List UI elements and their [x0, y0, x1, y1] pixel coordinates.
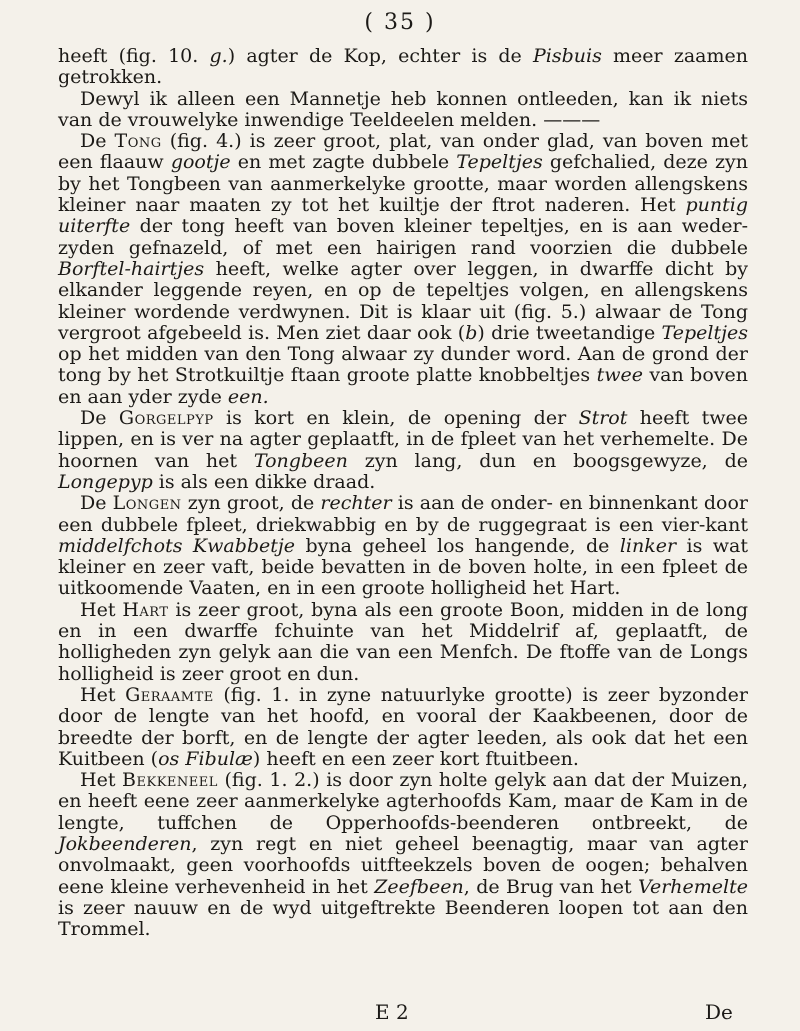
- italic-term: Strot: [578, 407, 628, 430]
- text-run: zyn lang, dun en boogsgewyze, de: [347, 449, 748, 472]
- section-keyword: Hart: [122, 598, 169, 621]
- text-run: is als een dikke draad.: [152, 470, 376, 493]
- text-run: zyn groot, de: [181, 492, 321, 515]
- italic-term: Verhemelte: [637, 875, 748, 898]
- italic-term: linker: [619, 534, 677, 557]
- italic-term: Tepeltjes: [661, 321, 748, 344]
- paragraph-3: [58, 131, 748, 408]
- signature-mark: E 2: [375, 1000, 409, 1024]
- italic-term: g.: [209, 45, 228, 67]
- paragraph-7: [58, 685, 748, 770]
- text-run: is aan de onder- en binnenkant door een dubbele fpleet, driekwabbig en by de ruggegraat is een vier-kant: [58, 492, 748, 536]
- text-run: De: [80, 492, 113, 515]
- text-run: Dewyl ik alleen een Mannetje heb konnen ontleeden, kan ik niets van de vrouwelyke inwendige Teeldeelen melden. ———: [58, 87, 748, 131]
- section-keyword: Gorgelpyp: [118, 407, 214, 430]
- italic-term: Pisbuis: [533, 45, 602, 67]
- text-run: heeft, welke agter over leggen, in dwarffe dicht by elkander leggende reyen, en op de tepeltjes volgen, en allengskens kleiner wordende verdwynen. Dit is klaar uit (fig. 5.) alwaar de Tong vergroot afgebeeld is. Men ziet daar ook (: [58, 257, 748, 344]
- section-keyword: Tong: [114, 130, 162, 153]
- text-run: ) drie tweetandige: [477, 321, 662, 344]
- text-run: is kort en klein, de opening der: [213, 407, 579, 430]
- italic-term: rechter: [320, 492, 392, 515]
- paragraph-4: [58, 408, 748, 493]
- text-run: is zeer nauuw en de wyd uitgeftrekte Beenderen loopen tot aan den Trommel.: [58, 896, 748, 941]
- italic-term: twee: [596, 364, 643, 387]
- italic-term: os Fibulæ: [158, 747, 253, 770]
- text-run: (fig. 1. 2.) is door zyn holte gelyk aan dat der Muizen, en heeft eene zeer aanmerkelyke agterhoofds Kam, maar de Kam in de lengte, tuffchen de Opperhoofds-beenderen ontbreekt, de: [58, 769, 748, 834]
- text-run: der tong heeft van boven kleiner tepeltjes, en is aan weder-zyden gefnazeld, of met een hairigen rand voorzien die dubbele: [58, 215, 748, 259]
- text-run: Het: [80, 769, 123, 792]
- text-run: heeft twee lippen, en is ver na agter geplaatft, in de fpleet van het verhemelte. De hoornen van het: [58, 407, 749, 472]
- text-run: , de Brug van het: [463, 875, 638, 898]
- text-run: , zyn regt en niet geheel beenagtig, maar van agter onvolmaakt, geen voorhoofds uitfteekzels boven de oogen; behalven eene kleine verhevenheid in het: [58, 832, 748, 898]
- section-keyword: Longen: [112, 492, 182, 515]
- text-run: is zeer groot, byna als een groote Boon, midden in de long en in een dwarffe fchuinte van het Middelrif af, geplaatft, de holligheden zyn gelyk aan die van een Menfch. De ftoffe van de Longs holligheid is zeer groot en dun.: [58, 598, 748, 685]
- text-run: van boven en aan yder zyde: [58, 364, 748, 408]
- text-run: meer zaamen getrokken.: [58, 45, 748, 89]
- italic-term: Tongbeen: [253, 449, 348, 472]
- italic-term: een.: [227, 385, 269, 408]
- text-run: heeft (fig. 10.: [58, 45, 210, 67]
- italic-term: b: [465, 321, 478, 344]
- text-run: is wat kleiner en zeer vaft, beide bevatten in de boven holte, in een fpleet de uitkoomende Vaaten, en in een groote holligheid het Hart.: [58, 534, 748, 600]
- italic-term: Longepyp: [58, 470, 153, 493]
- text-run: (fig. 4.) is zeer groot, plat, van onder glad, van boven met een flaauw: [58, 130, 748, 174]
- italic-term: Borftel-hairtjes: [58, 257, 205, 280]
- text-run: Het: [80, 598, 123, 621]
- text-run: ) agter de Kop, echter is de: [227, 45, 533, 67]
- catchword: De: [705, 1000, 733, 1024]
- text-run: De: [80, 130, 115, 153]
- italic-term: puntig uiterfte: [58, 194, 748, 238]
- italic-term: Tepeltjes: [456, 151, 543, 174]
- italic-term: gootje: [170, 151, 231, 174]
- paragraph-8: [58, 770, 748, 940]
- paragraph-6: [58, 600, 748, 685]
- paragraph-5: [58, 493, 748, 599]
- text-run: (fig. 1. in zyne natuurlyke grootte) is zeer byzonder door de lengte van het hoofd, en vooral der Kaakbeenen, door de breedte der borft, en de lengte der agter leeden, als ook dat het een Kuitbeen (: [58, 683, 748, 770]
- italic-term: middelfchots Kwabbetje: [58, 534, 296, 557]
- paragraph-2: [58, 89, 748, 132]
- text-run: gefchalied, deze zyn by het Tongbeen van aanmerkelyke grootte, maar worden allengskens kleiner naar maaten zy tot het kuiltje der ftrot naderen. Het: [58, 151, 749, 217]
- text-run: De: [80, 407, 119, 430]
- page-number: ( 35 ): [364, 10, 436, 35]
- text-run: en met zagte dubbele: [230, 151, 457, 174]
- italic-term: Zeefbeen: [374, 875, 464, 898]
- text-run: ) heeft en een zeer kort ftuitbeen.: [252, 747, 579, 770]
- italic-term: Jokbeenderen: [58, 832, 192, 855]
- section-keyword: Geraamte: [125, 683, 214, 706]
- text-run: byna geheel los hangende, de: [295, 534, 620, 557]
- text-run: Het: [80, 683, 126, 706]
- section-keyword: Bekkeneel: [122, 769, 218, 792]
- paragraph-1: [58, 46, 748, 89]
- body-text: [58, 46, 748, 940]
- text-run: op het midden van den Tong alwaar zy dunder word. Aan de grond der tong by het Strotkuiltje ftaan groote platte knobbeltjes: [58, 343, 748, 387]
